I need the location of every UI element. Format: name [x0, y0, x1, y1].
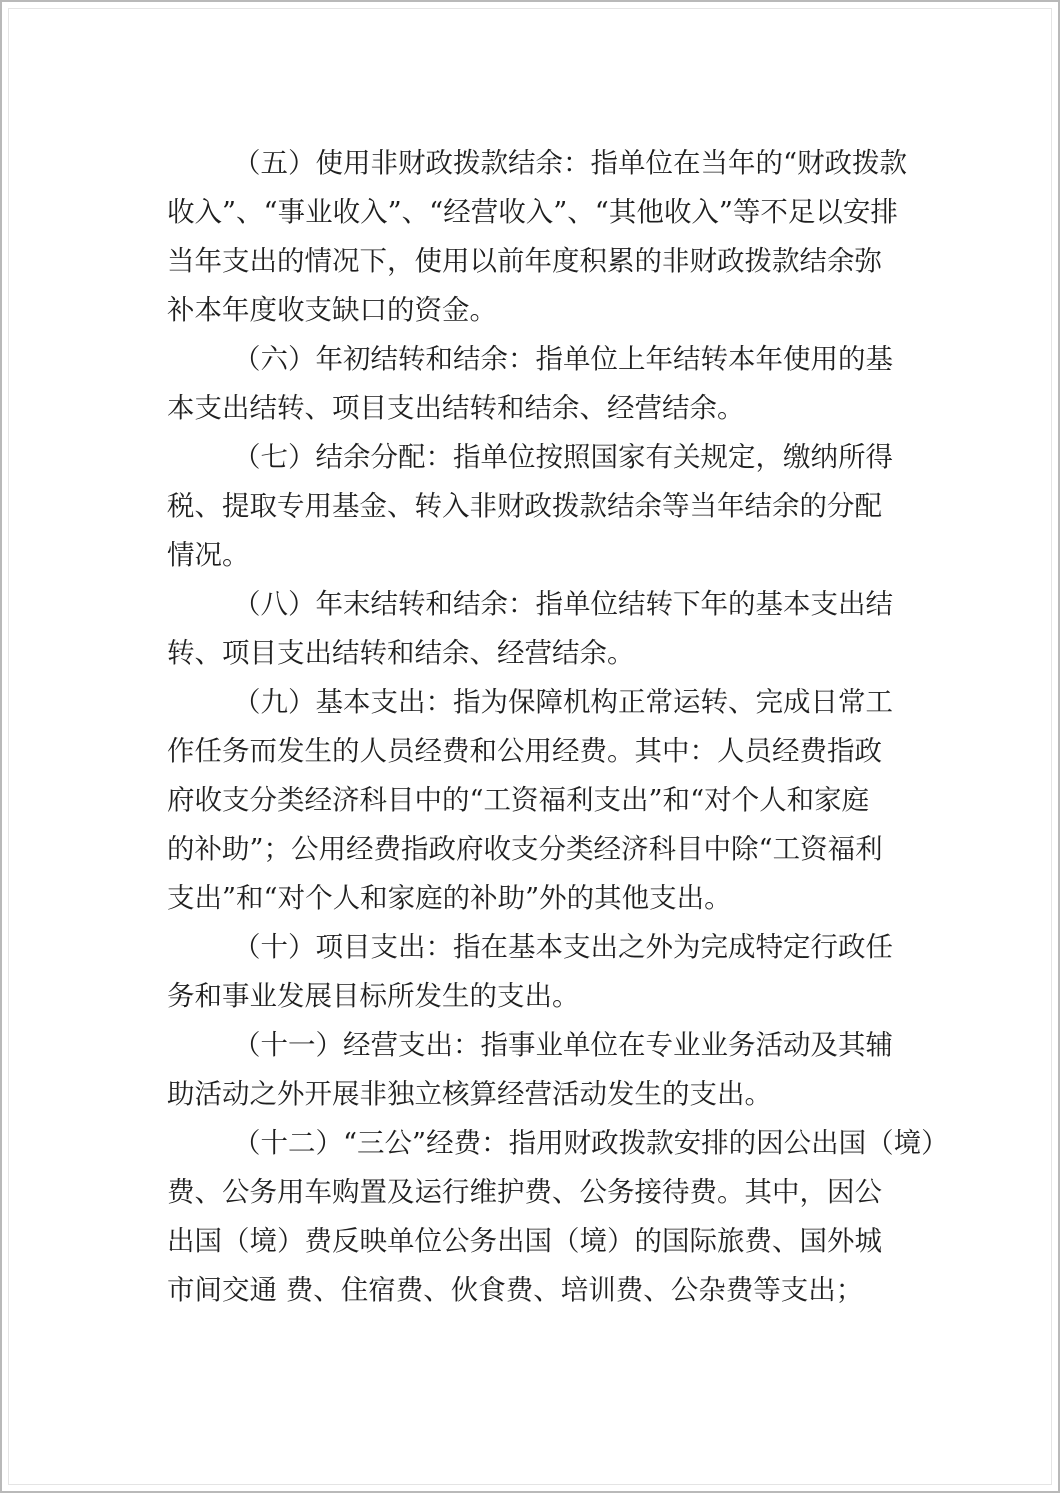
- paragraph-11: [167, 1021, 927, 1119]
- text-line: 收入”、“事业收入”、“经营收入”、“其他收入”等不足以安排: [167, 196, 898, 228]
- text-line: 支出”和“对个人和家庭的补助”外的其他支出。: [167, 882, 732, 914]
- text-line: （七）结余分配：指单位按照国家有关规定，缴纳所得: [233, 441, 893, 473]
- paragraph-9: [167, 678, 927, 923]
- paragraph-7: [167, 433, 927, 580]
- text-line: （六）年初结转和结余：指单位上年结转本年使用的基: [233, 343, 893, 375]
- text-line: 务和事业发展目标所发生的支出。: [167, 980, 580, 1012]
- paragraph-5: [167, 139, 927, 335]
- text-line: 当年支出的情况下，使用以前年度积累的非财政拨款结余弥: [167, 245, 882, 277]
- text-line: （八）年末结转和结余：指单位结转下年的基本支出结: [233, 588, 893, 620]
- text-line: 作任务而发生的人员经费和公用经费。其中：人员经费指政: [167, 735, 882, 767]
- text-line: 助活动之外开展非独立核算经营活动发生的支出。: [167, 1078, 772, 1110]
- text-line: （十一）经营支出：指事业单位在专业业务活动及其辅: [233, 1029, 893, 1061]
- text-line: 情况。: [167, 539, 250, 571]
- text-line: 出国（境）费反映单位公务出国（境）的国际旅费、国外城: [167, 1225, 882, 1257]
- paragraph-12: [167, 1119, 949, 1315]
- text-line: 费、公务用车购置及运行维护费、公务接待费。其中，因公: [167, 1176, 882, 1208]
- text-line: 的补助”；公用经费指政府收支分类经济科目中除“工资福利: [167, 833, 883, 865]
- text-line: （十二）“三公”经费：指用财政拨款安排的因公出国（境）: [233, 1127, 949, 1159]
- text-line: （十）项目支出：指在基本支出之外为完成特定行政任: [233, 931, 893, 963]
- text-line: 市间交通 费、住宿费、伙食费、培训费、公杂费等支出；: [167, 1274, 864, 1306]
- text-line: 补本年度收支缺口的资金。: [167, 294, 497, 326]
- text-line: 本支出结转、项目支出结转和结余、经营结余。: [167, 392, 745, 424]
- document-body: [167, 139, 949, 1315]
- text-line: 转、项目支出结转和结余、经营结余。: [167, 637, 635, 669]
- text-line: （五）使用非财政拨款结余：指单位在当年的“财政拨款: [233, 147, 908, 179]
- text-line: （九）基本支出：指为保障机构正常运转、完成日常工: [233, 686, 893, 718]
- text-line: 税、提取专用基金、转入非财政拨款结余等当年结余的分配: [167, 490, 882, 522]
- paragraph-10: [167, 923, 927, 1021]
- paragraph-6: [167, 335, 927, 433]
- paragraph-8: [167, 580, 927, 678]
- text-line: 府收支分类经济科目中的“工资福利支出”和“对个人和家庭: [167, 784, 870, 816]
